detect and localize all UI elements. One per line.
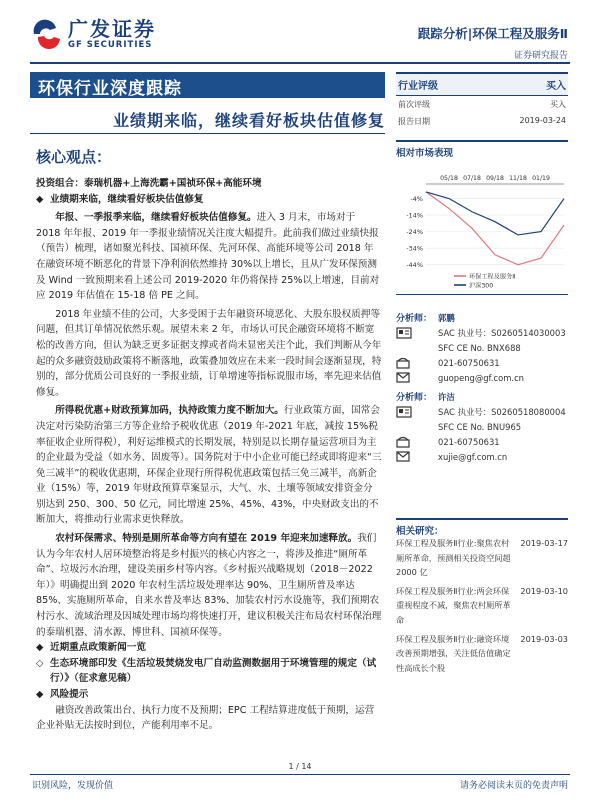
analyst-name: 许洁: [438, 391, 455, 402]
y-tick-label: -34%: [406, 244, 423, 253]
footer-slogan: 识别风险，发现价值: [32, 781, 114, 791]
x-tick-label: 11/18: [509, 175, 527, 182]
related-list: [396, 536, 568, 679]
y-tick-label: -24%: [406, 228, 423, 237]
bullet-item: ◆ 风险提示: [36, 687, 382, 703]
rating-value: 买入: [546, 81, 566, 92]
paragraph: 农村环保需求、特别是厕所革命等方向有望在 2019 年迎来加速释放。我们认为今年农村人居环境整治将是乡村振兴的核心内容之一，将涉及推进“厕所革命”、垃圾污水治理，建设美丽乡村等内容。《乡村振兴战略规划（2018－2022 年）》明确提出到 2020 年农村生活垃圾处理率达 90%、卫生厕所普及率达 85%、实施厕所革命，自来水普及率达 83%、加装农村污水设施等，我们预期农村污水、流域治理及因城处理市场均将快速打开，建议积极关注布局农村环保治理的泰瑞机器、清水源、博世科、国祯环保等。: [36, 533, 382, 638]
report-body: [36, 176, 382, 734]
legend-label: 沪深300: [469, 282, 494, 288]
prev-rating-label: 前次评级: [398, 100, 430, 109]
report-sub: 证券研究报告: [513, 51, 568, 61]
footer-divider: [30, 774, 570, 775]
paragraph: 年报、一季报季来临，继续看好板块估值修复。进入 3 月末，市场对于 2018 年年报、2019 年一季报业绩情况关注度大幅提升。此前我们做过业绩快报（预告）梳理，诸如聚光科技、国祯环保、先河环保、高能环境等公司 2018 年在融资环境不断恶化的背景下净利润依然维持 30%以上增长，且从广发环保预测及 Wind 一致预期来看上述公司 2019-2020 年仍将保持 25%以上增速，目前对应 2019 年估值在 15-18 倍 PE 之间。: [36, 212, 380, 302]
footer-disclaimer: 请务必阅读末页的免责声明: [459, 781, 568, 791]
analyst-name: 郭鹏: [438, 312, 455, 323]
performance-chart: [396, 156, 568, 288]
prev-rating-value: 买入: [550, 100, 566, 109]
paragraph: 2018 年业绩不佳的公司，大多受困于去年融资环境恶化、大股东股权质押等问题，但其订单情况依然乐观。展望未来 2 年，市场认可民企融资环境将不断宽松的改善方向，但认为缺乏更多证据支撑或者尚未显密关注个此，我们判断从今年起的众多融资鼓励政策将不断落地，政策叠加效应在未来一段时间会逐渐显现，特别的，部分优质公司良好的一季报业绩，订单增速等指标说服市场，率先迎来估值修复。: [36, 308, 382, 398]
related-date: 2019-03-03: [520, 633, 568, 644]
diamond-bullet-icon: ◆: [36, 689, 44, 700]
id-card-icon: [396, 327, 438, 339]
related-item[interactable]: [396, 536, 568, 580]
logo-text: 广发证券: [68, 17, 156, 41]
email-icon: [396, 451, 438, 462]
phone-icon: [396, 436, 438, 448]
performance-heading: 相对市场表现: [396, 140, 568, 159]
analyst-block: [396, 310, 568, 464]
legend-label: 环保工程及服务Ⅱ: [469, 273, 516, 281]
analyst-sac: SAC 执业号：S0260514030003: [438, 327, 566, 338]
report-subtitle: 业绩期来临，继续看好板块估值修复: [112, 111, 385, 130]
related-title[interactable]: 环保工程及服务Ⅱ行业:融资环境改善预期增强，关注低估值确定性高成长个股: [396, 633, 511, 673]
section-heading: 核心观点：: [36, 148, 112, 166]
x-tick-label: 05/18: [440, 175, 458, 182]
id-card-icon: [396, 406, 438, 418]
analyst-phone: 021-60750631: [438, 357, 500, 368]
header-divider: [30, 62, 570, 64]
analyst-role: 分析师：: [396, 314, 433, 324]
chart-divider: [396, 294, 568, 295]
paragraph: 所得税优惠+财政预算加码，执持政策力度不断加大。行业政策方面，国常会决定对污染防治第三方等企业给予税收优惠（2019 年-2021 年底，减按 15%税率征收企业所得税），利好运维模式的长期发展，特别是以长期存量运营项目为主的企业最为受益（如水务、固废等）。国务院对于中小企业可能已经或即将迎来“三免三减半”的税收优惠期，环保企业现行所得税优惠政策包括三免三减半，高新企业（15%）等，2019 年财政预算草案显示，大气、水、土壤等领域安排资金分别达到 250、300、50 亿元，同比增速 25%、45%、43%，中央财政支出的不断加大，将推动行业需求更快释放。: [36, 405, 382, 526]
x-tick-label: 01/19: [532, 175, 550, 182]
x-tick-label: 09/18: [486, 175, 504, 182]
analyst-sac: SAC 执业号：S0260518080004: [438, 406, 566, 417]
related-title[interactable]: 环保工程及服务Ⅱ行业:聚焦农村厕所革命，预测相关投资空间超 2000 亿: [396, 538, 511, 578]
email-icon: [396, 372, 438, 383]
related-date: 2019-03-10: [520, 585, 568, 596]
brand-logo: [30, 18, 156, 50]
report-date-label: 报告日期: [398, 117, 430, 126]
y-tick-label: -44%: [406, 261, 423, 270]
related-item[interactable]: [396, 632, 568, 676]
report-type: 跟踪分析|环保工程及服务Ⅱ: [417, 26, 568, 41]
bullet-item: ◆ 业绩期来临，继续看好板块估值修复: [36, 192, 382, 208]
analyst-sfc: SFC CE No. BNX688: [438, 342, 521, 353]
x-tick-label: 07/18: [463, 175, 481, 182]
analyst-sfc: SFC CE No. BNU965: [438, 421, 522, 432]
subtitle-divider: [30, 133, 385, 134]
y-tick-label: -14%: [406, 211, 423, 220]
performance-chart-svg: [396, 156, 568, 288]
portfolio-line: [36, 176, 382, 192]
bullet-item: ◇ 生态环境部印发《生活垃圾焚烧发电厂自动监测数据用于环境管理的规定（试行）》（征求意见稿）: [36, 656, 382, 687]
logo-text-en: GF SECURITIES: [68, 40, 153, 50]
analyst-email[interactable]: guopeng@gf.com.cn: [438, 372, 524, 383]
related-heading: 相关研究：: [396, 518, 568, 537]
analyst-role: 分析师：: [396, 393, 433, 403]
phone-icon: [396, 357, 438, 369]
y-tick-label: -4%: [410, 195, 423, 204]
logo-mark-icon: [30, 19, 64, 49]
portfolio-text: 泰瑞机器+上海洗霸+国祯环保+高能环境: [83, 178, 262, 189]
page-number: 1 / 14: [288, 762, 312, 771]
analyst-email[interactable]: xujie@gf.com.cn: [438, 451, 508, 462]
rating-label: 行业评级: [398, 81, 438, 92]
diamond-outline-bullet-icon: ◇: [36, 657, 44, 669]
risk-paragraph: 融资改善政策出台、执行力度不及预期；EPC 工程结算进度低于预期，运营企业补贴无法按时到位，产能利用率不足。: [36, 704, 375, 732]
report-title: 环保行业深度跟踪: [30, 72, 385, 98]
diamond-bullet-icon: ◆: [36, 642, 44, 654]
bullet-item: ◆ 近期重点政策新闻一览: [36, 640, 382, 656]
related-title[interactable]: 环保工程及服务Ⅱ行业:两会环保重视程度不减，聚焦农村厕所革命: [396, 585, 511, 625]
report-date-value: 2019-03-24: [519, 116, 566, 125]
analyst-phone: 021-60750631: [438, 436, 500, 447]
diamond-bullet-icon: ◆: [36, 193, 44, 205]
related-item[interactable]: [396, 584, 568, 628]
related-date: 2019-03-17: [520, 538, 568, 548]
rating-box: [396, 72, 568, 130]
portfolio-label: 投资组合：: [36, 178, 84, 189]
